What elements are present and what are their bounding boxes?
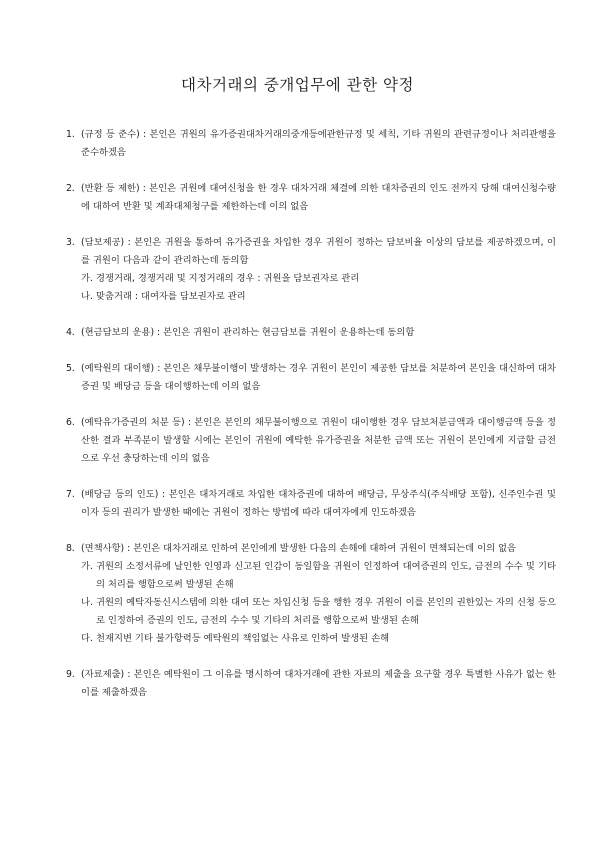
article-8 (66, 540, 556, 648)
article-number: 2. (66, 183, 75, 194)
sub-item-text: 경쟁거래, 경쟁거래 및 지정거래의 경우 : 귀원을 담보권자로 관리 (96, 273, 360, 284)
sub-item-text: 천재지변 기타 불가항력등 예탁원의 책임없는 사유로 인하여 발생된 손해 (96, 633, 390, 644)
article-text: (예탁원의 대이행) : 본인은 채무불이행이 발생하는 경우 귀원이 본인이 제공한 담보를 처분하여 본인을 대신하여 대차증권 및 배당금 등을 대이행하는데 이의 없음 (81, 363, 556, 392)
sub-item-text: 맞춤거래 : 대여자를 담보권자로 관리 (96, 291, 246, 302)
article-text: (자료제출) : 본인은 예탁원이 그 이유를 명시하여 대차거래에 관한 자료의 제출을 요구할 경우 특별한 사유가 없는 한 이를 제출하겠음 (81, 669, 556, 698)
article-text: (배당금 등의 인도) : 본인은 대차거래로 차입한 대차증권에 대하여 배당금, 무상주식(주식배당 포함), 신주인수권 및 이자 등의 권리가 발생한 때에는 귀원이 정하는 방법에 따라 대여자에게 인도하겠음 (81, 489, 556, 518)
article-text: (담보제공) : 본인은 귀원을 통하여 유가증권을 차입한 경우 귀원이 정하는 담보비율 이상의 담보를 제공하겠으며, 이를 귀원이 다음과 같이 관리하는데 동의함 (81, 237, 556, 266)
document-title: 대차거래의 중개업무에 관한 약정 (181, 76, 414, 94)
article-9 (66, 666, 556, 702)
sub-item-marker: 나. (81, 597, 93, 608)
sub-item-text: 귀원의 예탁자동신시스템에 의한 대여 또는 차입신청 등을 행한 경우 귀원이 이를 본인의 권한있는 자의 신청 등으로 인정하여 증권의 인도, 금전의 수수 및 기타의 처리를 행함으로써 발생된 손해 (96, 597, 556, 626)
article-text: (예탁유가증권의 처분 등) : 본인은 본인의 채무불이행으로 귀원이 대이행한 경우 담보처분금액과 대이행금액 등을 정산한 결과 부족분이 발생할 시에는 본인이 귀원에 예탁한 유가증권을 처분한 금액 또는 귀원이 본인에게 지급할 금전으로 우선 충당하는데 이의 없음 (81, 417, 556, 464)
article-4 (66, 324, 556, 342)
article-1 (66, 126, 556, 162)
article-7 (66, 486, 556, 522)
article-number: 3. (66, 237, 75, 248)
article-number: 5. (66, 363, 75, 374)
article-number: 4. (66, 327, 75, 338)
article-number: 7. (66, 489, 75, 500)
article-list (66, 126, 556, 720)
article-6 (66, 414, 556, 468)
sub-item-marker: 나. (81, 291, 93, 302)
article-5 (66, 360, 556, 396)
article-sub-item (66, 630, 556, 648)
article-2 (66, 180, 556, 216)
article-text: (반환 등 제한) : 본인은 귀원에 대여신청을 한 경우 대차거래 체결에 의한 대차증권의 인도 전까지 당해 대여신청수량에 대하여 반환 및 계좌대체청구를 제한하는데 이의 없음 (81, 183, 556, 212)
article-number: 1. (66, 129, 75, 140)
article-text: (현금담보의 운용) : 본인은 귀원이 관리하는 현금담보를 귀원이 운용하는데 동의함 (81, 327, 415, 338)
sub-item-text: 귀원의 소정서류에 날인한 인영과 신고된 인감이 동일함을 귀원이 인정하여 대여증권의 인도, 금전의 수수 및 기타의 처리를 행함으로써 발생된 손해 (96, 561, 556, 590)
article-number: 8. (66, 543, 75, 554)
article-number: 6. (66, 417, 75, 428)
sub-item-marker: 가. (81, 273, 93, 284)
article-number: 9. (66, 669, 75, 680)
article-sub-item (66, 270, 556, 288)
sub-item-marker: 다. (81, 633, 93, 644)
article-text: (규정 등 준수) : 본인은 귀원의 유가증권대차거래의중개등에관한규정 및 세칙, 기타 귀원의 관련규정이나 처리관행을 준수하겠음 (81, 129, 556, 158)
article-sub-item (66, 288, 556, 306)
article-sub-item (66, 558, 556, 594)
sub-item-marker: 가. (81, 561, 93, 572)
article-sub-item (66, 594, 556, 630)
article-text: (면책사항) : 본인은 대차거래로 인하여 본인에게 발생한 다음의 손해에 대하여 귀원이 면책되는데 이의 없음 (81, 543, 516, 554)
article-3 (66, 234, 556, 306)
